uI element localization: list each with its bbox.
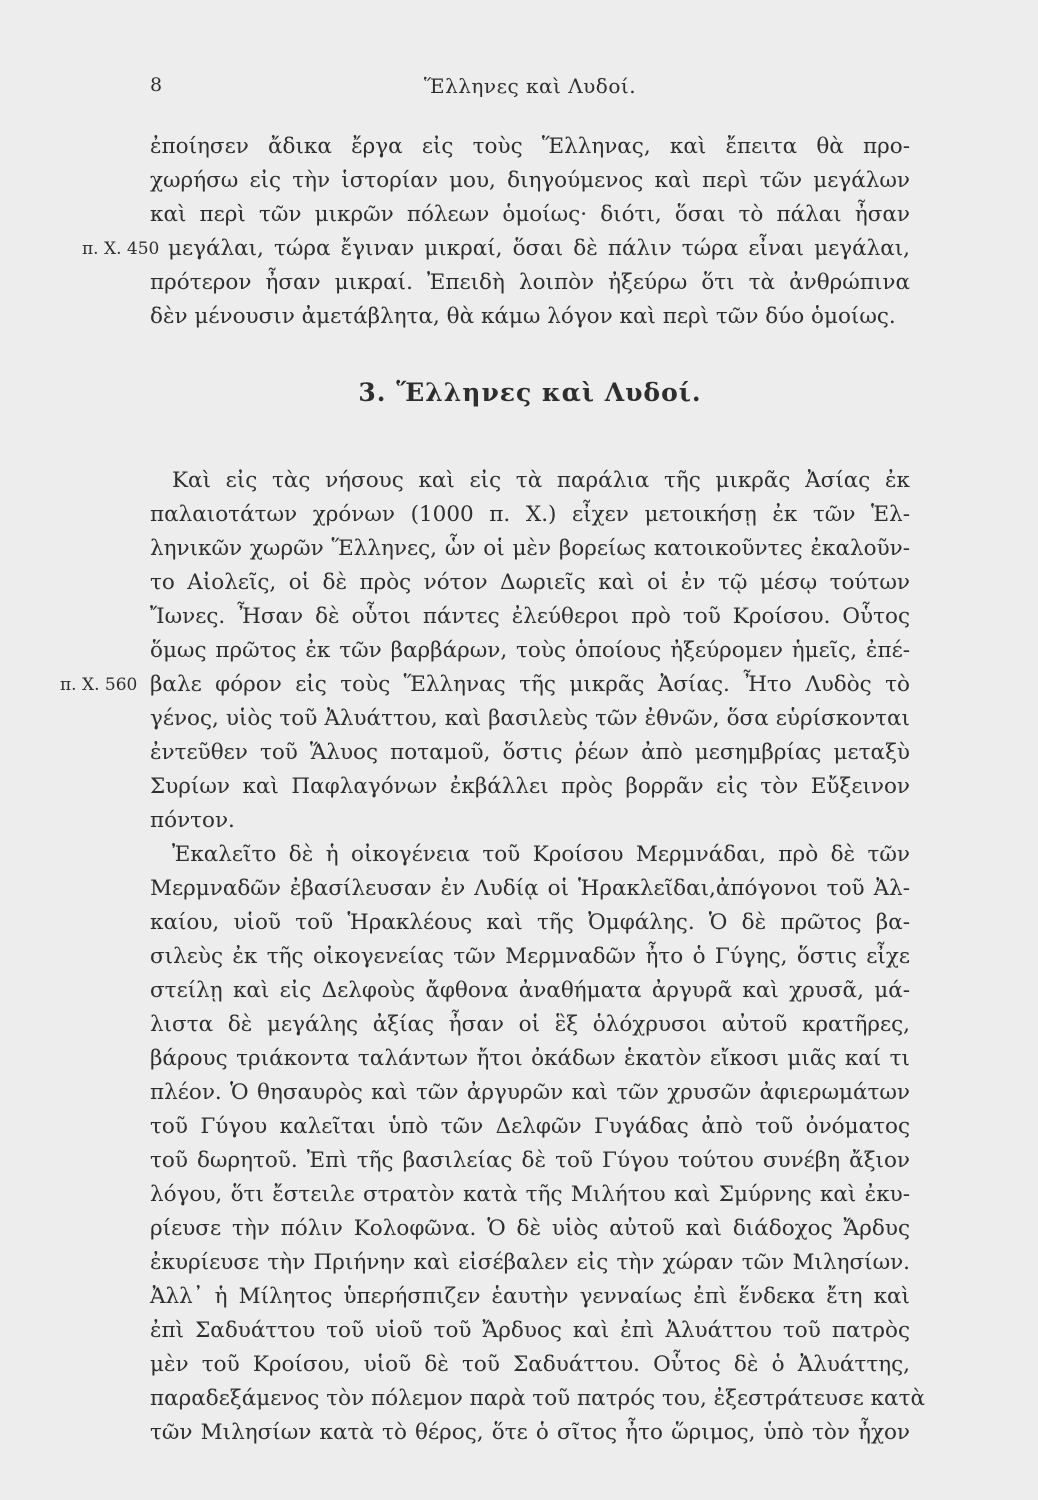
text-line: Μερμναδῶν ἐβασίλευσαν ἐν Λυδίᾳ οἱ Ἡρακλεῖδαι,ἀπόγονοι τοῦ Ἀλ- <box>150 876 910 901</box>
text-line: χωρήσω εἰς τὴν ἱστορίαν μου, διηγούμενος καὶ περὶ τῶν μεγάλων <box>150 168 910 193</box>
text-line: λιστα δὲ μεγάλης ἀξίας ἦσαν οἱ ἓξ ὁλόχρυσοι αὐτοῦ κρατῆρες, <box>150 1012 910 1037</box>
text-line: ὅμως πρῶτος ἐκ τῶν βαρβάρων, τοὺς ὁποίους ἠξεύρομεν ἡμεῖς, ἐπέ- <box>150 638 910 663</box>
text-line: γένος, υἱὸς τοῦ Ἀλυάττου, καὶ βασιλεὺς τῶν ἐθνῶν, ὅσα εὑρίσκονται <box>150 706 910 731</box>
running-title: Ἕλληνες καὶ Λυδοί. <box>423 74 637 98</box>
text-line: πλέον. Ὁ θησαυρὸς καὶ τῶν ἀργυρῶν καὶ τῶν χρυσῶν ἀφιερωμάτων <box>150 1080 910 1105</box>
text-line: ἐποίησεν ἄδικα ἔργα εἰς τοὺς Ἕλληνας, καὶ ἔπειτα θὰ προ- <box>150 134 910 159</box>
text-line: ληνικῶν χωρῶν Ἕλληνες, ὧν οἱ μὲν βορείως κατοικοῦντες ἐκαλοῦν- <box>150 536 910 561</box>
text-line: το Αἰολεῖς, οἱ δὲ πρὸς νότον Δωριεῖς καὶ οἱ ἐν τῷ μέσῳ τούτων <box>150 570 910 595</box>
text-line: παραδεξάμενος τὸν πόλεμον παρὰ τοῦ πατρός του, ἐξεστράτευσε κατὰ <box>150 1386 925 1411</box>
text-line: σιλεὺς ἐκ τῆς οἰκογενείας τῶν Μερμναδῶν ἦτο ὁ Γύγης, ὅστις εἶχε <box>150 944 910 969</box>
text-line: παλαιοτάτων χρόνων (1000 π. Χ.) εἶχεν μετοικήσῃ ἐκ τῶν Ἑλ- <box>150 502 910 527</box>
text-line: τοῦ δωρητοῦ. Ἐπὶ τῆς βασιλείας δὲ τοῦ Γύγου τούτου συνέβη ἄξιον <box>150 1148 910 1173</box>
section-title: Ἕλληνες καὶ Λυδοί. <box>396 378 702 407</box>
text-line: βάρους τριάκοντα ταλάντων ἤτοι ὀκάδων ἑκατὸν εἴκοσι μιᾶς καί τι <box>150 1046 910 1071</box>
text-line: δὲν μένουσιν ἀμετάβλητα, θὰ κάμω λόγον καὶ περὶ τῶν δύο ὁμοίως. <box>150 304 896 329</box>
text-line: βαλε φόρον εἰς τοὺς Ἕλληνας τῆς μικρᾶς Ἀσίας. Ἦτο Λυδὸς τὸ <box>150 672 910 697</box>
text-line: ἐπὶ Σαδυάττου τοῦ υἱοῦ τοῦ Ἄρδυος καὶ ἐπὶ Ἀλυάττου τοῦ πατρὸς <box>150 1318 910 1343</box>
text-line: πόντον. <box>150 808 235 833</box>
text-line: ἐκυρίευσε τὴν Πριήνην καὶ εἰσέβαλεν εἰς τὴν χώραν τῶν Μιλησίων. <box>150 1250 910 1275</box>
text-line: μὲν τοῦ Κροίσου, υἱοῦ δὲ τοῦ Σαδυάττου. Οὗτος δὲ ὁ Ἀλυάττης, <box>150 1352 910 1377</box>
page-number: 8 <box>150 74 163 96</box>
text-line: πρότερον ἦσαν μικραί. Ἐπειδὴ λοιπὸν ἠξεύρω ὅτι τὰ ἀνθρώπινα <box>150 270 910 295</box>
page-header <box>150 74 910 104</box>
text-line: τῶν Μιλησίων κατὰ τὸ θέρος, ὅτε ὁ σῖτος ἦτο ὥριμος, ὑπὸ τὸν ἦχον <box>150 1420 910 1445</box>
margin-date-note: π. Χ. 450 <box>82 239 160 259</box>
text-line: καίου, υἱοῦ τοῦ Ἡρακλέους καὶ τῆς Ὀμφάλης. Ὁ δὲ πρῶτος βα- <box>150 910 910 935</box>
text-line: Καὶ εἰς τὰς νήσους καὶ εἰς τὰ παράλια τῆς μικρᾶς Ἀσίας ἐκ <box>172 468 910 493</box>
text-line: καὶ περὶ τῶν μικρῶν πόλεων ὁμοίως· διότι, ὅσαι τὸ πάλαι ἦσαν <box>150 202 910 227</box>
text-line: ρίευσε τὴν πόλιν Κολοφῶνα. Ὁ δὲ υἱὸς αὐτοῦ καὶ διάδοχος Ἄρδυς <box>150 1216 910 1241</box>
section-number: 3. <box>358 378 387 407</box>
text-line: Συρίων καὶ Παφλαγόνων ἐκβάλλει πρὸς βορρᾶν εἰς τὸν Εὔξεινον <box>150 774 910 799</box>
margin-date-note: π. Χ. 560 <box>60 675 138 695</box>
text-line: Ἴωνες. Ἦσαν δὲ οὗτοι πάντες ἐλεύθεροι πρὸ τοῦ Κροίσου. Οὗτος <box>150 604 910 629</box>
section-heading <box>150 373 910 413</box>
text-line: τοῦ Γύγου καλεῖται ὑπὸ τῶν Δελφῶν Γυγάδας ἀπὸ τοῦ ὀνόματος <box>150 1114 910 1139</box>
text-line: Ἀλλ᾽ ἡ Μίλητος ὑπερήσπιζεν ἑαυτὴν γενναίως ἐπὶ ἕνδεκα ἔτη καὶ <box>150 1284 910 1309</box>
text-line: Ἐκαλεῖτο δὲ ἡ οἰκογένεια τοῦ Κροίσου Μερμνάδαι, πρὸ δὲ τῶν <box>172 842 910 867</box>
text-line: μεγάλαι, τώρα ἔγιναν μικραί, ὅσαι δὲ πάλιν τώρα εἶναι μεγάλαι, <box>168 236 910 261</box>
text-line: λόγου, ὅτι ἔστειλε στρατὸν κατὰ τῆς Μιλήτου καὶ Σμύρνης καὶ ἐκυ- <box>150 1182 910 1207</box>
text-line: στείλῃ καὶ εἰς Δελφοὺς ἄφθονα ἀναθήματα ἀργυρᾶ καὶ χρυσᾶ, μά- <box>150 978 910 1003</box>
text-line: ἐντεῦθεν τοῦ Ἅλυος ποταμοῦ, ὅστις ῥέων ἀπὸ μεσημβρίας μεταξὺ <box>150 740 910 765</box>
